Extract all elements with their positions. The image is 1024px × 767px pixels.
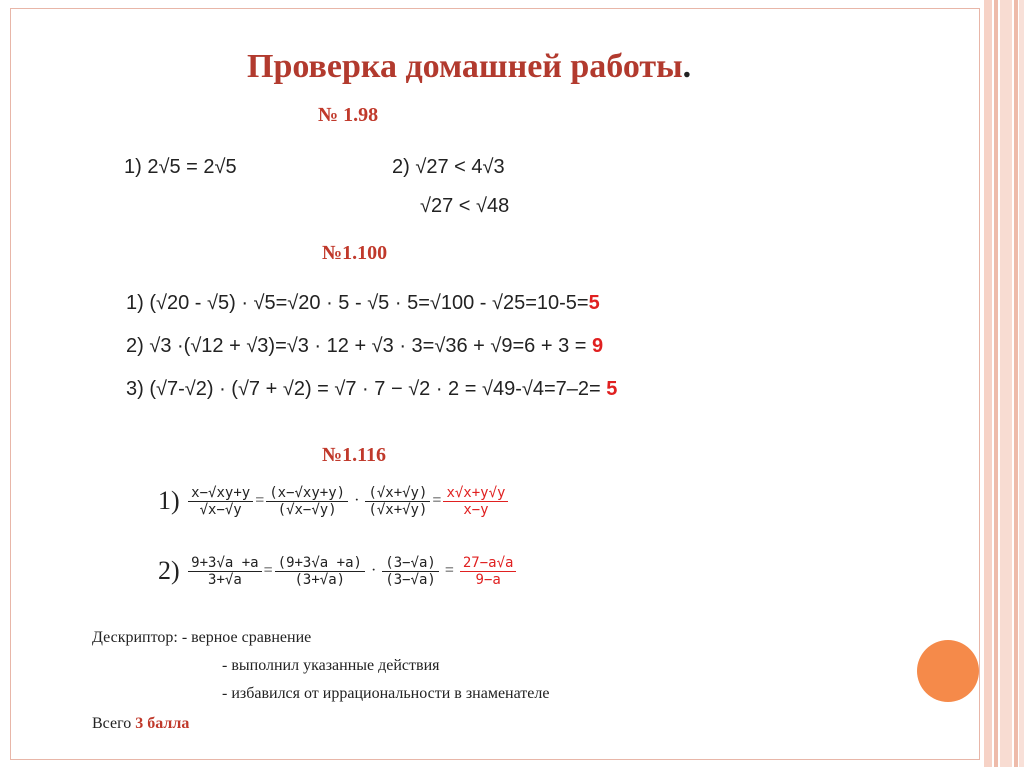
page-title: Проверка домашней работы. [247, 48, 692, 85]
fraction-answer: $\frac{x√x+y√y}{x-y}$ [443, 485, 508, 518]
descriptor-line-3: - избавился от иррациональности в знаменателе [222, 685, 550, 702]
descriptor-line-1: Дескриптор: - верное сравнение [92, 629, 312, 646]
task-1116-formula-2: 2) $\frac{9+3√a +a}{3+√a}$ = $\frac{(9+3√a +a)}{(3+√a)}$ · $\frac{(3-√a)}{(3-√a)}$ = $\frac{27-a√a}{9-a}$ [158, 554, 518, 588]
task-1100-line-3-expr: 3) (√7-√2) · (√7 + √2) = √7 · 7 − √2 · 2 = √49-√4=7–2= [126, 378, 601, 400]
task-number-1116: №1.116 [322, 444, 386, 466]
descriptor-line-2: - выполнил указанные действия [222, 657, 440, 674]
decor-stripe [1014, 0, 1018, 767]
task-number-1100: №1.100 [322, 242, 388, 264]
decor-circle [917, 640, 979, 702]
task-1100-answer-3: 5 [606, 378, 618, 400]
task-1100-line-2 [126, 335, 603, 358]
task-1100-line-1 [126, 292, 600, 315]
decor-stripe [1019, 0, 1024, 767]
task-1100-line-3 [126, 378, 617, 401]
fraction-answer: $\frac{27-a√a}{9-a}$ [460, 555, 517, 588]
task-1100-answer-1: 5 [588, 292, 600, 314]
decor-stripe [984, 0, 992, 767]
fraction: $\frac{x-√xy+y}{√x-√y}$ [188, 485, 253, 518]
task-1100-line-1-expr: 1) (√20 - √5) · √5=√20 · 5 - √5 · 5=√100 - √25=10-5= [126, 292, 589, 314]
decor-stripe [1000, 0, 1012, 767]
fraction: $\frac{(√x+√y)}{(√x+√y)}$ [365, 485, 430, 518]
task-198-item-2a: 2) √27 < 4√3 [392, 156, 505, 178]
fraction: $\frac{9+3√a +a}{3+√a}$ [188, 555, 261, 588]
fraction: $\frac{(9+3√a +a)}{(3+√a)}$ [275, 555, 365, 588]
task-1100-answer-2: 9 [592, 335, 604, 357]
fraction: $\frac{(3-√a)}{(3-√a)}$ [382, 555, 439, 588]
task-198-item-2b: √27 < √48 [420, 195, 510, 217]
task-1116-formula-1: 1) $\frac{x-√xy+y}{√x-√y}$ = $\frac{(x-√xy+y)}{(√x-√y)}$ · $\frac{(√x+√y)}{(√x+√y)}$ = $\frac{x√x+y√y}{x-y}$ [158, 484, 510, 518]
decor-stripe [994, 0, 998, 767]
task-number-198: № 1.98 [318, 104, 379, 126]
total-score: Всего 3 балла [92, 715, 190, 732]
fraction: $\frac{(x-√xy+y)}{(√x-√y)}$ [266, 485, 348, 518]
task-198-item-1: 1) 2√5 = 2√5 [124, 156, 237, 178]
task-1100-line-2-expr: 2) √3 ·(√12 + √3)=√3 · 12 + √3 · 3=√36 + √9=6 + 3 = [126, 335, 587, 357]
